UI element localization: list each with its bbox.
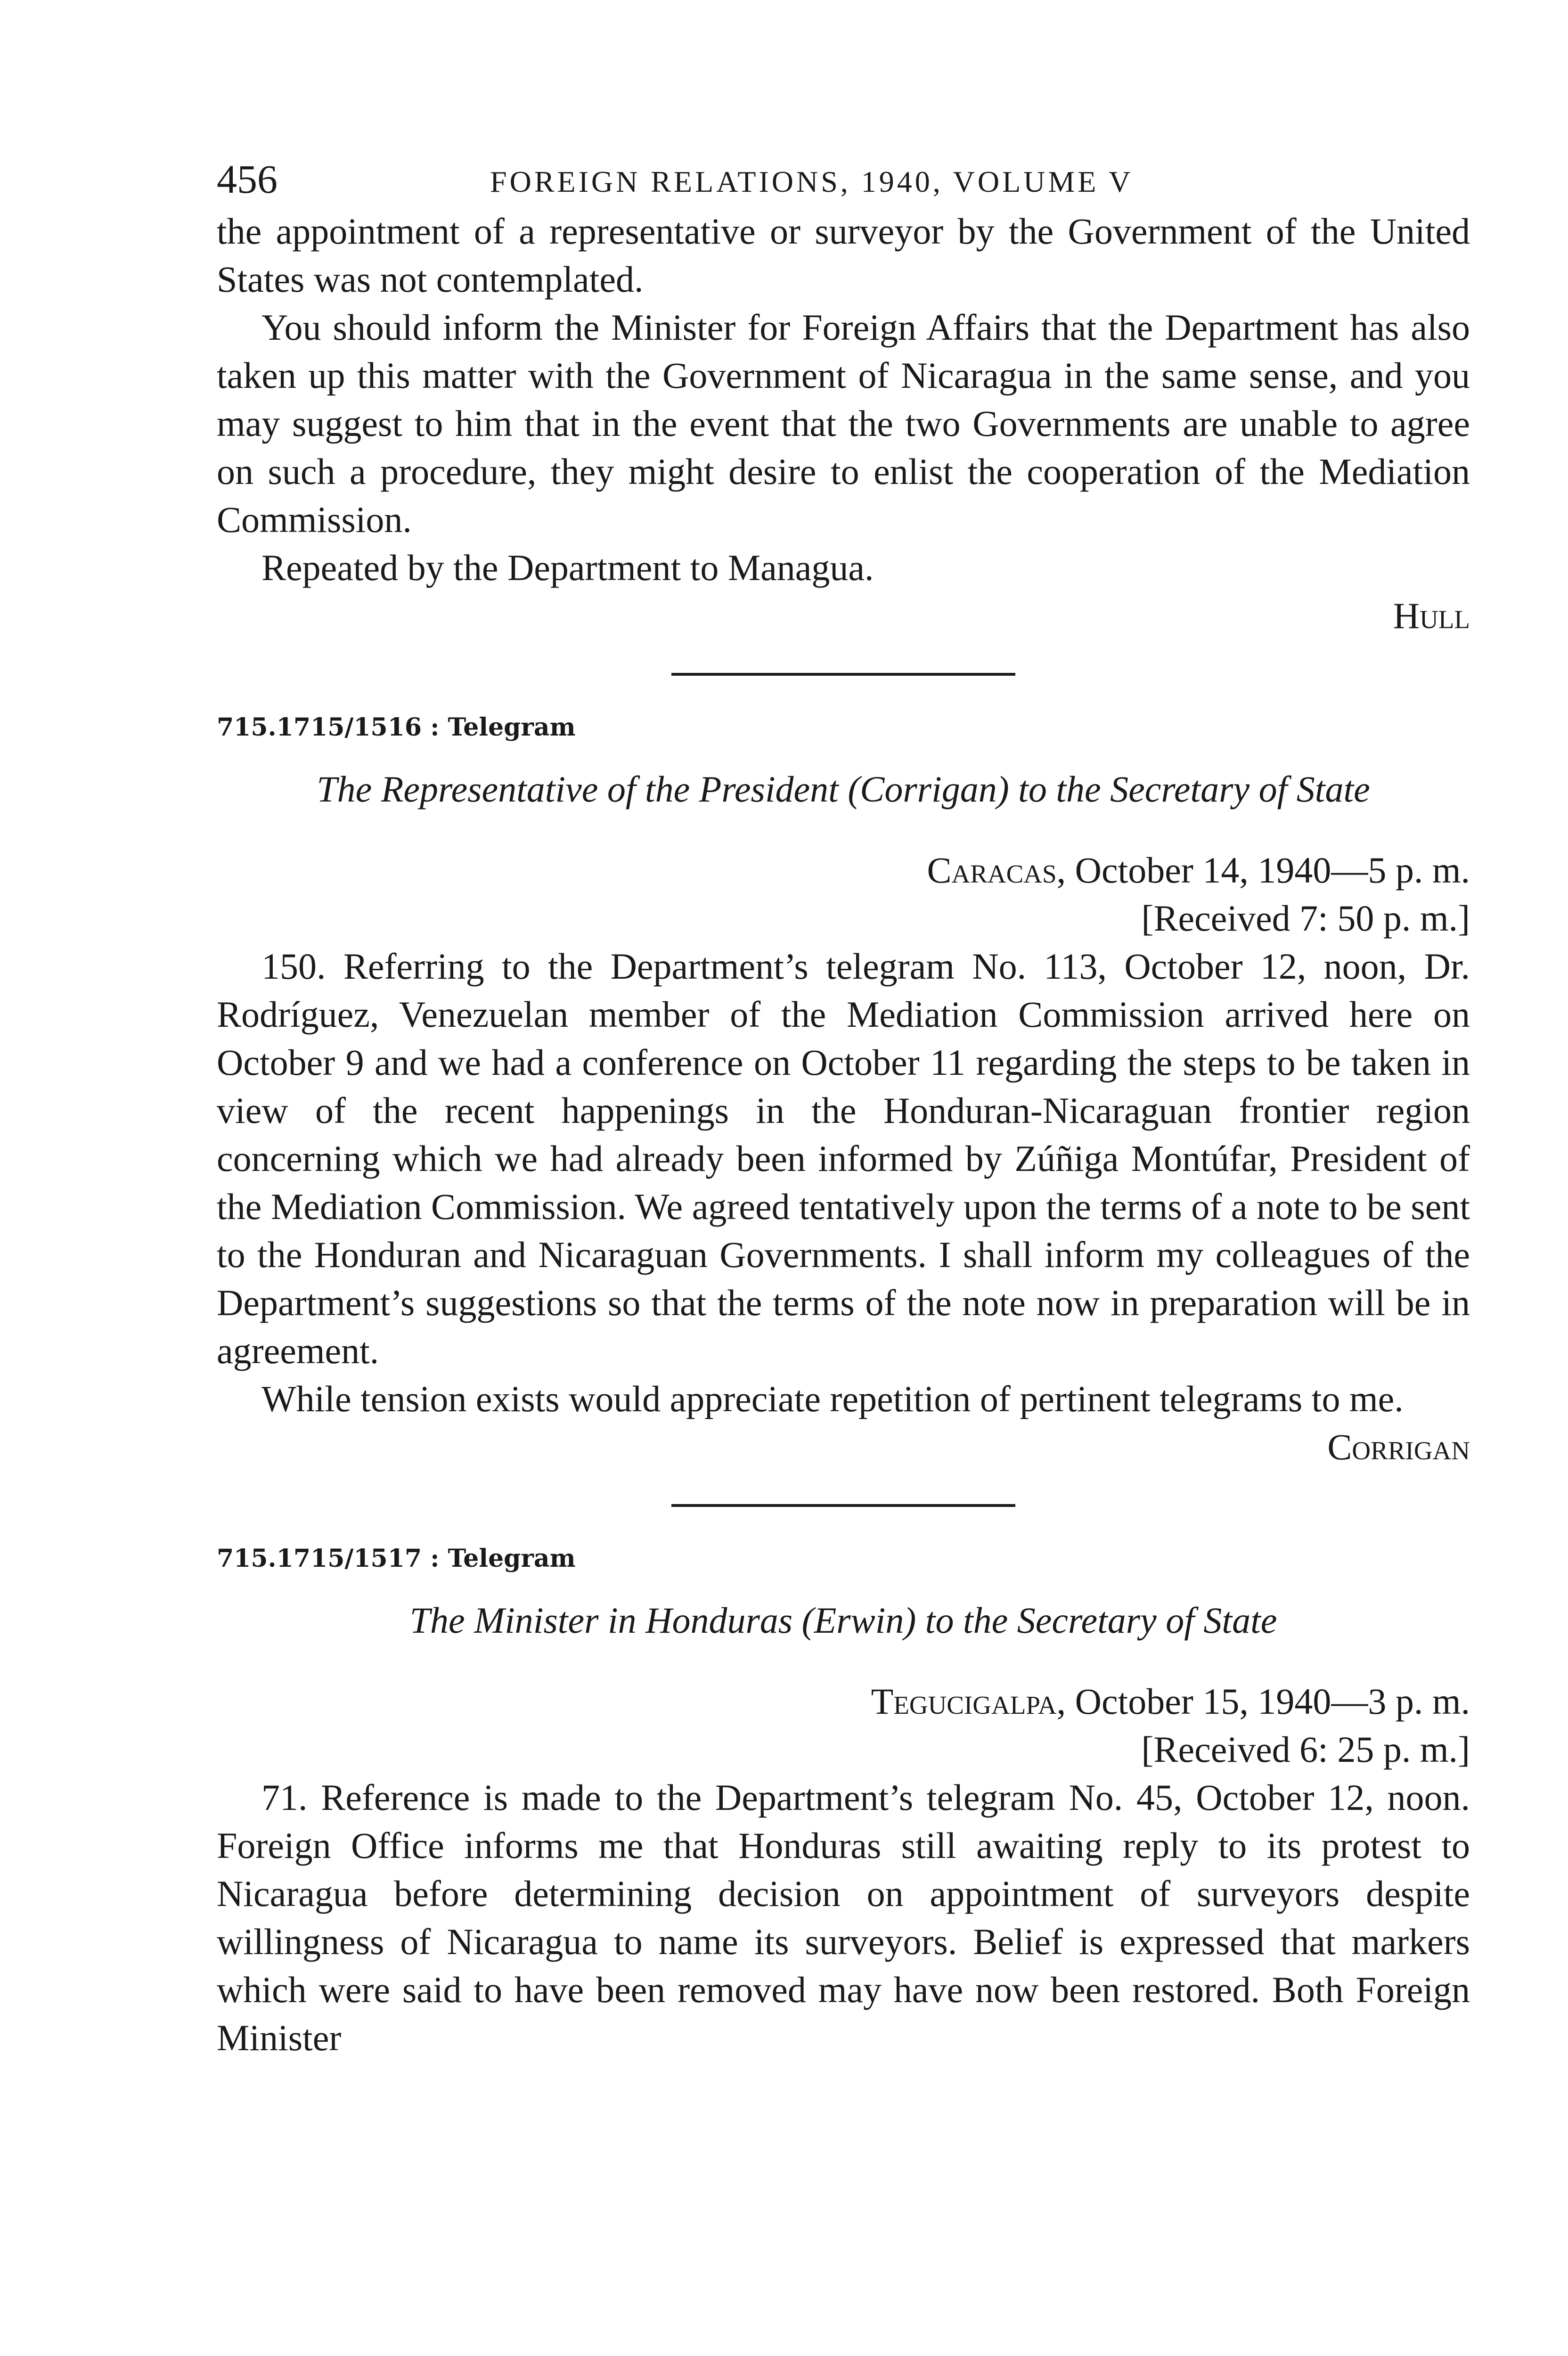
dateline-tegucigalpa (217, 1677, 1470, 1726)
telegram-150-paragraph-2: While tension exists would appreciate repetition of pertinent telegrams to me. (261, 1378, 1404, 1419)
signature-hull: Hull (1393, 595, 1470, 636)
file-reference-1516: 715.1715/1516 : Telegram (217, 713, 576, 742)
received-time-tegucigalpa: [Received 6: 25 p. m.] (1141, 1729, 1470, 1770)
signature-corrigan: Corrigan (1327, 1426, 1470, 1467)
document-title-erwin: The Minister in Honduras (Erwin) to the Secretary of State (409, 1600, 1277, 1641)
dateline-caracas (217, 846, 1470, 894)
dateline-date: October 14, 1940—5 p. m. (1075, 850, 1470, 891)
dateline-date: October 15, 1940—3 p. m. (1075, 1681, 1470, 1722)
received-time-caracas: [Received 7: 50 p. m.] (1141, 898, 1470, 939)
file-reference-1517: 715.1715/1517 : Telegram (217, 1544, 576, 1573)
continuation-paragraph-1: the appointment of a representative or surveyor by the Government of the United States was not contemplated. (217, 211, 1470, 300)
document-page (217, 155, 1470, 2062)
telegram-71-paragraph-1: 71. Reference is made to the Department’s telegram No. 45, October 12, noon. Foreign Office informs me that Honduras still awaiting reply to its protest to Nicaragua before determining decision on appointment of surveyors despite willingness of Nicaragua to name its surveyors. Belief is expressed that markers which were said to have been removed may have now been restored. Both Foreign Minister (217, 1777, 1470, 2058)
dateline-place: Tegucigalpa, (871, 1681, 1066, 1722)
continuation-paragraph-2: You should inform the Minister for Foreign Affairs that the Department has also taken up this matter with the Government of Nicaragua in the same sense, and you may suggest to him that in the event that the two Governments are unable to agree on such a procedure, they might desire to enlist the cooperation of the Mediation Commission. (217, 307, 1470, 540)
page-number: 456 (217, 156, 278, 202)
dateline-place: Caracas, (927, 850, 1066, 891)
telegram-150-paragraph-1: 150. Referring to the Department’s telegram No. 113, October 12, noon, Dr. Rodríguez, Venezuelan member of the Mediation Commission arrived here on October 9 and we had a conference on October 11 regarding the steps to be taken in view of the recent happenings in the Honduran-Nicaraguan frontier region concerning which we had already been informed by Zúñiga Montúfar, President of the Mediation Commission. We agreed tentatively upon the terms of a note to be sent to the Honduran and Nicaraguan Governments. I shall inform my colleagues of the Department’s suggestions so that the terms of the note now in preparation will be in agreement. (217, 946, 1470, 1371)
continuation-paragraph-3: Repeated by the Department to Managua. (261, 547, 874, 588)
running-title: FOREIGN RELATIONS, 1940, VOLUME V (490, 165, 1134, 198)
running-head (217, 155, 1470, 207)
document-title-corrigan: The Representative of the President (Corrigan) to the Secretary of State (317, 769, 1370, 810)
